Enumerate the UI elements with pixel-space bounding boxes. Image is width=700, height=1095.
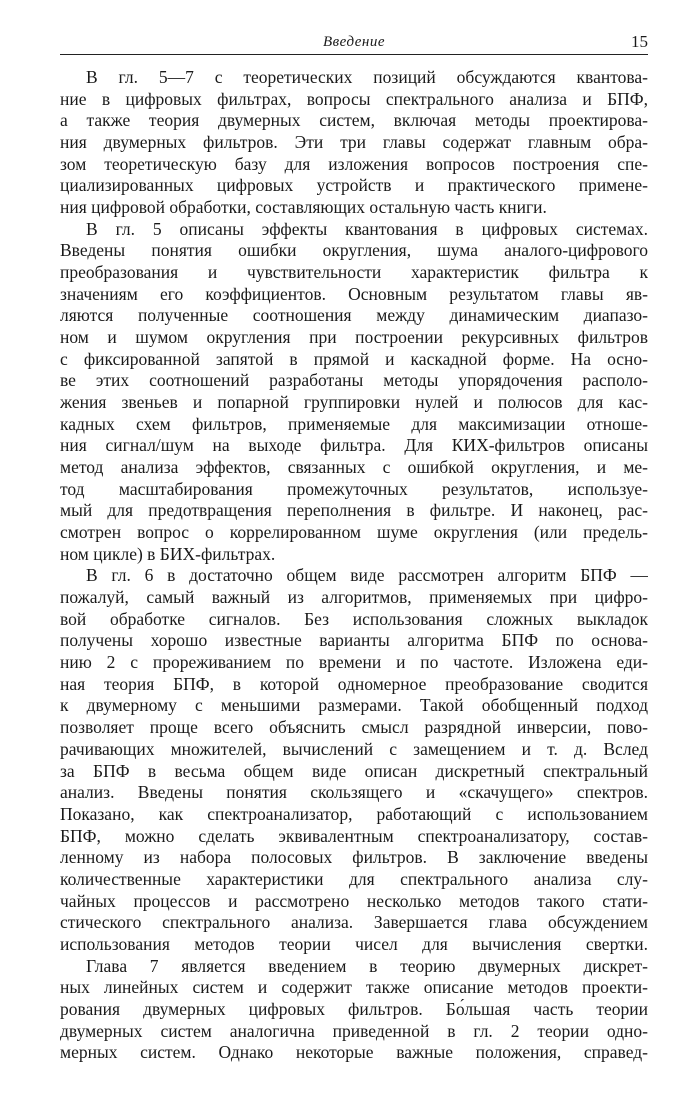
text-line: мерных систем. Однако некоторые важные положения, справед- — [60, 1042, 648, 1063]
text-line: рования двумерных цифровых фильтров. Бо́льшая часть теории — [60, 998, 648, 1019]
text-line: пожалуй, самый важный из алгоритмов, применяемых при цифро- — [60, 587, 648, 608]
text-line: жения звеньев и попарной группировки нулей и полюсов для кас- — [60, 392, 648, 413]
text-line: метод анализа эффектов, связанных с ошибкой округления, и ме- — [60, 457, 648, 478]
text-line: анализ. Введены понятия скользящего и «скачущего» спектров. — [60, 782, 648, 803]
text-line: смотрен вопрос о коррелированном шуме округления (или предель- — [60, 522, 648, 543]
text-line: ния двумерных фильтров. Эти три главы содержат главным обра- — [60, 132, 648, 153]
text-line: позволяет проще всего объяснить смысл разрядной инверсии, пово- — [60, 717, 648, 738]
paragraph-first-line: Глава 7 является введением в теорию двумерных дискрет- — [86, 955, 648, 976]
text-line: Показано, как спектроанализатор, работающий с использованием — [60, 803, 648, 824]
text-line: получены хорошо известные варианты алгоритма БПФ по основа- — [60, 630, 648, 651]
text-line: рачивающих множителей, вычислений с замещением и т. д. Вслед — [60, 738, 648, 759]
text-line: зом теоретическую базу для изложения вопросов построения спе- — [60, 153, 648, 174]
text-line: чайных процессов и рассмотрено несколько методов такого стати- — [60, 890, 648, 911]
text-line: ных линейных систем и содержит также описание методов проекти- — [60, 977, 648, 998]
text-line: стического спектрального анализа. Завершается глава обсуждением — [60, 912, 648, 933]
text-line: ном цикле) в БИХ-фильтрах. — [60, 543, 276, 564]
text-line: ном и шумом округления при построении рекурсивных фильтров — [60, 327, 648, 348]
text-line: использования методов теории чисел для вычисления свертки. — [60, 933, 648, 954]
body-text — [60, 67, 648, 1064]
text-line: ние в цифровых фильтрах, вопросы спектрального анализа и БПФ, — [60, 88, 648, 109]
text-line: с фиксированной запятой в прямой и каскадной форме. На осно- — [60, 348, 648, 369]
text-line: ная теория БПФ, в которой одномерное преобразование сводится — [60, 673, 648, 694]
text-line: преобразования и чувствительности характеристик фильтра к — [60, 262, 648, 283]
chapter-title: Введение — [323, 34, 385, 50]
text-line: циализированных цифровых устройств и практического примене- — [60, 175, 648, 196]
text-line: БПФ, можно сделать эквивалентным спектроанализатору, состав- — [60, 825, 648, 846]
text-line: ляются полученные соотношения между динамическим диапазо- — [60, 305, 648, 326]
text-line: мый для предотвращения переполнения в фильтре. И наконец, рас- — [60, 500, 648, 521]
text-line: ния сигнал/шум на выходе фильтра. Для КИХ-фильтров описаны — [60, 435, 648, 456]
text-line: вой обработке сигналов. Без использования сложных выкладок — [60, 608, 648, 629]
text-line: ленному из набора полосовых фильтров. В заключение введены — [60, 847, 648, 868]
text-line: тод масштабирования промежуточных результатов, используе- — [60, 478, 648, 499]
text-line: нию 2 с прореживанием по времени и по частоте. Изложена еди- — [60, 652, 648, 673]
text-line: кадных схем фильтров, применяемые для максимизации отноше- — [60, 413, 648, 434]
page-number: 15 — [631, 32, 648, 51]
text-line: за БПФ в весьма общем виде описан дискретный спектральный — [60, 760, 648, 781]
text-line: ния цифровой обработки, составляющих остальную часть книги. — [60, 197, 547, 218]
text-line: двумерных систем аналогична приведенной в гл. 2 теории одно- — [60, 1020, 648, 1041]
paragraph-first-line: В гл. 5 описаны эффекты квантования в цифровых системах. — [86, 218, 648, 239]
text-line: значениям его коэффициентов. Основным результатом главы яв- — [60, 283, 648, 304]
text-line: а также теория двумерных систем, включая методы проектирова- — [60, 110, 648, 131]
paragraph-first-line: В гл. 6 в достаточно общем виде рассмотрен алгоритм БПФ — — [86, 565, 648, 586]
paragraph-first-line: В гл. 5—7 с теоретических позиций обсуждаются квантова- — [86, 67, 648, 87]
text-line: ве этих соотношений разработаны методы упорядочения располо- — [60, 370, 648, 391]
text-line: к двумерному с меньшими размерами. Такой обобщенный подход — [60, 695, 648, 716]
running-head — [60, 30, 648, 55]
text-line: Введены понятия ошибки округления, шума аналого-цифрового — [60, 240, 648, 261]
text-line: количественные характеристики для спектрального анализа слу- — [60, 868, 648, 889]
